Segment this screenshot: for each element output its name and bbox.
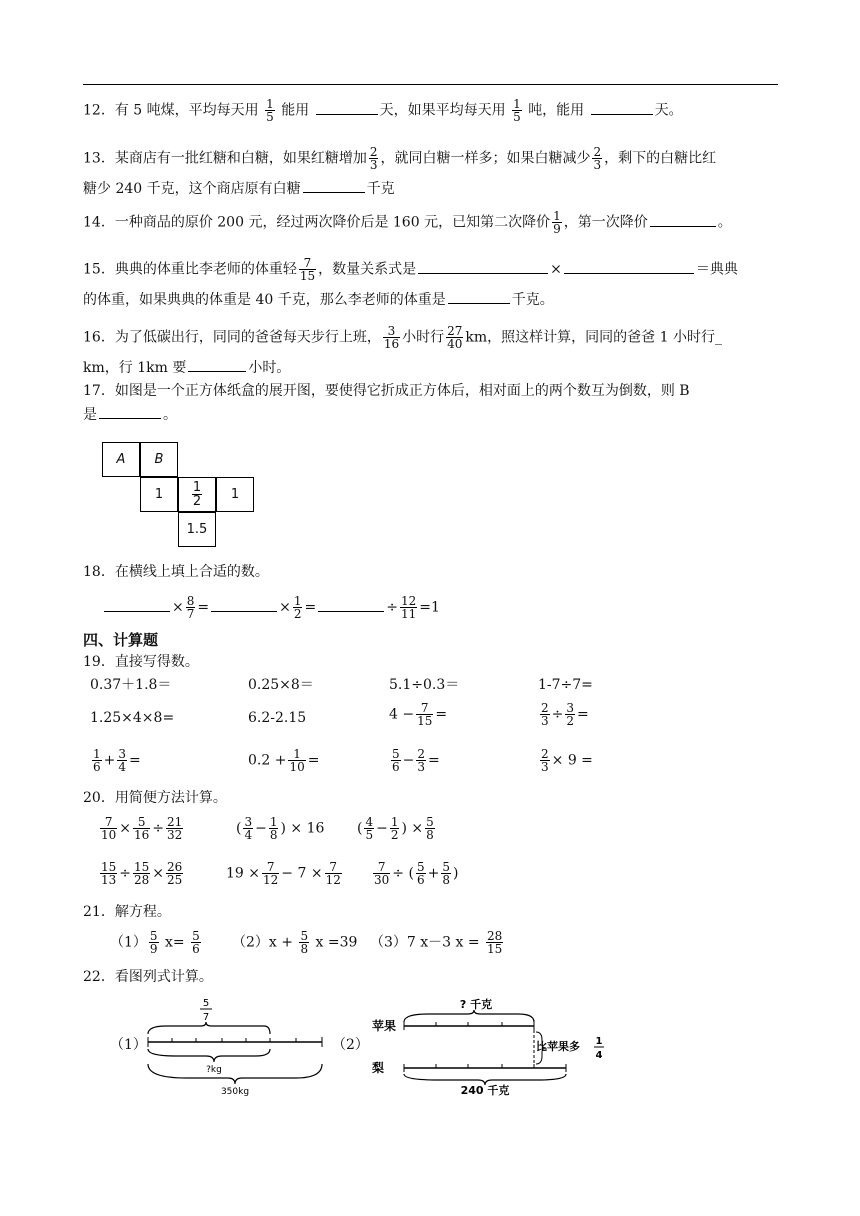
answer-blank[interactable] (188, 357, 246, 372)
fraction: $\frac{8}{7}$ (186, 594, 195, 621)
net-face-b: B (140, 442, 178, 477)
calc-item: 0.25×8＝ (248, 677, 314, 693)
answer-blank[interactable] (418, 259, 548, 274)
calc-item: 5.1÷0.3＝ (389, 677, 460, 693)
answer-blank[interactable] (316, 100, 378, 115)
fraction: $\frac{27}{40}$ (447, 324, 463, 351)
calc-item: 1-7÷7= (538, 677, 593, 693)
question-13: 13．某商店有一批红糖和白糖，如果红糖增加 $\frac{2}{3}$ ，就同白糖一样多；如果白糖减少 $\frac{2}{3}$ ，剩下的白糖比红 (83, 145, 717, 172)
diagram2-question-label: ? 千克 (459, 998, 493, 1011)
equation-item: （3）7 x－3 x = $\frac{28}{15}$ (370, 929, 503, 956)
calc-item: $\frac{15}{13}$ ÷ $\frac{15}{28}$ × $\frac{26}{25}$ (101, 860, 183, 887)
fraction: $\frac{1}{9}$ (553, 209, 561, 236)
question-12: 12．有 5 吨煤，平均每天用 $\frac{1}{5}$ 能用 天，如果平均每天用 $\frac{1}{5}$ 吨，能用 天。 (83, 97, 683, 124)
calc-item: 6.2-2.15 (248, 710, 307, 726)
section-heading: 四、计算题 (83, 631, 159, 649)
calc-item: 4 − $\frac{7}{15}$ = (389, 701, 448, 728)
diagram2-more-den: 4 (595, 1050, 603, 1061)
diagram2-pear-label: 梨 (372, 1061, 385, 1075)
question-15: 15．典典的体重比李老师的体重轻 $\frac{7}{15}$ ，数量关系式是 × ＝典典 (83, 256, 738, 283)
question-16-line2: km，行 1km 要 小时。 (83, 357, 290, 378)
question-13-line2: 糖少 240 千克，这个商店原有白糖 千克 (83, 178, 395, 199)
net-face-one-left: 1 (140, 477, 178, 512)
question-20: 20．用简便方法计算。 (83, 790, 227, 806)
answer-blank[interactable] (318, 597, 384, 612)
diagram2-bottom-label: 240 千克 (460, 1084, 510, 1096)
answer-blank[interactable] (650, 212, 716, 227)
calc-item: 1.25×4×8= (90, 710, 175, 726)
calc-item: $\frac{5}{6}$ − $\frac{2}{3}$ = (392, 747, 440, 774)
equation-item: （1） $\frac{5}{9}$ x= $\frac{5}{6}$ (110, 929, 200, 956)
answer-blank[interactable] (211, 597, 277, 612)
diagram2-more-num: 1 (595, 1036, 603, 1047)
fraction: $\frac{1}{2}$ (293, 594, 302, 621)
diagram-label-2: （2） (332, 1037, 369, 1053)
question-21: 21．解方程。 (83, 904, 171, 920)
fraction: $\frac{3}{16}$ (383, 324, 400, 351)
diagram2-apple-label: 苹果 (372, 1019, 397, 1033)
net-face-half: $\frac{1}{2}$ (178, 477, 216, 512)
question-22: 22．看图列式计算。 (83, 969, 213, 985)
fraction: $\frac{2}{3}$ (593, 145, 602, 172)
answer-blank[interactable] (591, 100, 653, 115)
fraction: $\frac{2}{3}$ (369, 145, 378, 172)
diagram2-more-label: 比苹果多 (536, 1040, 580, 1053)
header-rule (83, 84, 778, 85)
answer-blank[interactable] (448, 289, 510, 304)
answer-blank[interactable] (104, 597, 170, 612)
calc-item: $\frac{7}{30}$ ÷ ( $\frac{5}{6}$ + $\frac{5}{8}$ ) (374, 860, 459, 887)
segment-diagram-1 (146, 994, 326, 1096)
equation-item: （2）x + $\frac{5}{8}$ x =39 (232, 929, 358, 956)
calc-item: ( $\frac{4}{5}$ − $\frac{1}{2}$ ) × $\frac{5}{8}$ (357, 815, 434, 842)
calc-item: 0.37＋1.8＝ (90, 677, 172, 693)
fraction: $\frac{7}{15}$ (299, 256, 316, 283)
diagram1-top-den: 7 (202, 1012, 210, 1023)
question-18-equation: × $\frac{8}{7}$ = × $\frac{1}{2}$ = ÷ $\frac{12}{11}$ =1 (102, 595, 440, 620)
calc-item: $\frac{2}{3}$ ÷ $\frac{3}{2}$ = (541, 701, 589, 728)
question-16: 16．为了低碳出行，同同的爸爸每天步行上班， $\frac{3}{16}$ 小时行 $\frac{27}{40}$ km，照这样计算，同同的爸爸 1 小时行_ (83, 324, 722, 351)
diagram1-top-num: 5 (202, 998, 210, 1009)
diagram1-mid-label: ?kg (206, 1065, 222, 1075)
calc-item: $\frac{1}{6}$ + $\frac{3}{4}$ = (93, 747, 141, 774)
diagram-label-1: （1） (110, 1037, 147, 1053)
answer-blank[interactable] (303, 178, 365, 193)
question-18: 18．在横线上填上合适的数。 (83, 564, 269, 580)
net-face-a: A (102, 442, 140, 477)
question-17: 17．如图是一个正方体纸盒的展开图，要使得它折成正方体后，相对面上的两个数互为倒数，则 B (83, 383, 690, 399)
calc-item: $\frac{2}{3}$ × 9 = (541, 747, 593, 774)
calc-item: 0.2 + $\frac{1}{10}$ = (248, 747, 320, 774)
fraction: $\frac{1}{5}$ (266, 97, 274, 124)
calc-item: $\frac{7}{10}$ × $\frac{5}{16}$ ÷ $\frac{21}{32}$ (101, 815, 183, 842)
answer-blank[interactable] (564, 259, 694, 274)
question-14: 14．一种商品的原价 200 元，经过两次降价后是 160 元，已知第二次降价 $\frac{1}{9}$ ，第一次降价 。 (83, 209, 732, 236)
net-face-bottom: 1.5 (178, 512, 216, 547)
segment-diagram-2 (368, 992, 606, 1096)
question-17-line2: 是 。 (83, 404, 177, 425)
question-15-line2: 的体重，如果典典的体重是 40 千克，那么李老师的体重是 千克。 (83, 289, 554, 310)
fraction: $\frac{1}{5}$ (513, 97, 521, 124)
calc-item: 19 × $\frac{7}{12}$ − 7 × $\frac{7}{12}$ (226, 860, 341, 887)
diagram1-bottom-label: 350kg (220, 1087, 250, 1096)
fraction: $\frac{12}{11}$ (400, 594, 417, 621)
net-face-one-right: 1 (216, 477, 254, 512)
calc-item: ( $\frac{3}{4}$ − $\frac{1}{8}$ ) × 16 (236, 815, 325, 842)
question-19: 19．直接写得数。 (83, 654, 199, 670)
answer-blank[interactable] (99, 404, 161, 419)
